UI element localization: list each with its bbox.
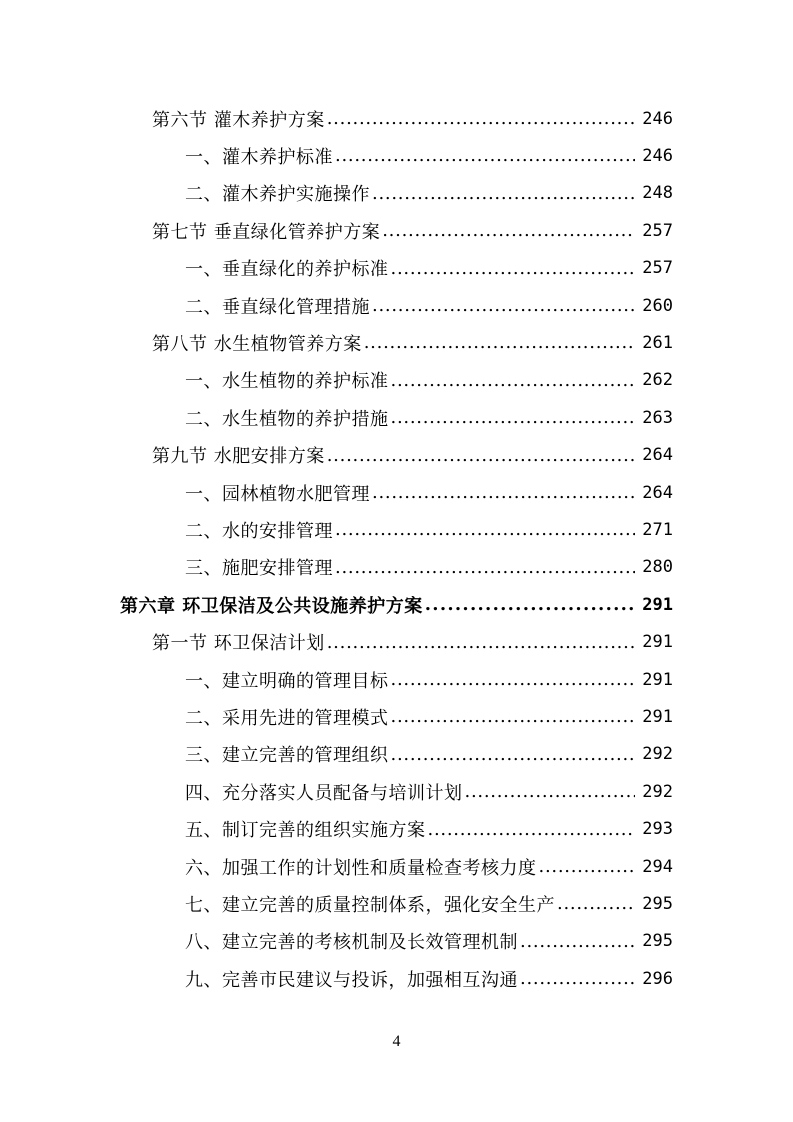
toc-entry-title: 八、建立完善的考核机制及长效管理机制 [185,932,518,954]
toc-entry-section [152,437,673,474]
toc-entry-page: 295 [642,893,673,914]
toc-entry-item [185,698,673,735]
toc-entry-title: 第七节 垂直绿化管养护方案 [152,221,381,243]
toc-entry-section [152,100,673,137]
toc-entry-page: 296 [642,968,673,989]
toc-dot-leader [539,856,636,877]
toc-dot-leader [391,744,636,765]
toc-dot-leader [391,258,636,279]
toc-dot-leader [327,445,635,466]
toc-entry-page: 291 [642,594,673,615]
toc-entry-item [185,250,673,287]
toc-entry-title: 一、灌木养护标准 [185,146,333,168]
toc-entry-item [185,736,673,773]
toc-dot-leader [520,968,635,989]
toc-entry-title: 一、垂直绿化的养护标准 [185,259,389,281]
toc-entry-title: 一、园林植物水肥管理 [185,483,370,505]
toc-entry-page: 264 [642,482,673,503]
toc-entry-page: 293 [642,819,673,840]
toc-dot-leader [465,781,636,802]
toc-entry-title: 第八节 水生植物管养方案 [152,333,362,355]
toc-entry-page: 262 [642,370,673,391]
toc-entry-page: 271 [642,519,673,540]
toc-entry-title: 二、灌木养护实施操作 [185,184,370,206]
toc-dot-leader [391,669,636,690]
toc-entry-page: 257 [642,220,673,241]
toc-entry-item [185,885,673,922]
toc-dot-leader [428,819,636,840]
toc-dot-leader [372,183,635,204]
toc-dot-leader [335,557,635,578]
page-number: 4 [392,1033,401,1050]
toc-entry-item [185,960,673,997]
toc-entry-section [152,624,673,661]
toc-entry-item [185,175,673,212]
toc-dot-leader [327,108,635,129]
toc-entry-item [185,287,673,324]
toc-dot-leader [391,370,636,391]
toc-dot-leader [335,145,635,166]
toc-entry-section [152,212,673,249]
toc-entry-item [185,848,673,885]
toc-entry-page: 246 [642,108,673,129]
toc-entry-page: 291 [642,669,673,690]
toc-entry-title: 四、充分落实人员配备与培训计划 [185,782,463,804]
toc-entry-page: 246 [642,145,673,166]
toc-dot-leader [557,893,635,914]
toc-dot-leader [391,706,636,727]
toc-dot-leader [391,407,636,428]
toc-entry-title: 一、建立明确的管理目标 [185,670,389,692]
toc-entry-item [185,137,673,174]
toc-entry-page: 292 [642,781,673,802]
toc-entry-title: 二、水生植物的养护措施 [185,408,389,430]
toc-entry-item [185,362,673,399]
toc-entry-item [185,811,673,848]
toc-entry-item [185,511,673,548]
toc-entry-page: 248 [642,183,673,204]
toc-entry-page: 291 [642,632,673,653]
toc-entry-title: 五、制订完善的组织实施方案 [185,820,426,842]
toc-entry-item [185,474,673,511]
toc-dot-leader [327,632,635,653]
toc-entry-page: 291 [642,706,673,727]
toc-entry-title: 二、水的安排管理 [185,520,333,542]
toc-entry-chapter [120,586,673,623]
toc-entry-page: 261 [642,332,673,353]
toc-entry-page: 260 [642,295,673,316]
toc-entry-item [185,661,673,698]
toc-dot-leader [425,594,635,615]
toc-entry-item [185,923,673,960]
toc-entry-page: 295 [642,931,673,952]
toc-dot-leader [382,220,635,241]
toc-dot-leader [520,931,635,952]
toc-dot-leader [335,519,635,540]
toc-dot-leader [372,482,635,503]
toc-dot-leader [372,295,635,316]
toc-entry-item [185,549,673,586]
toc-entry-title: 第九节 水肥安排方案 [152,446,325,468]
toc-entry-title: 六、加强工作的计划性和质量检查考核力度 [185,857,537,879]
toc-entry-page: 264 [642,445,673,466]
toc-entry-page: 294 [642,856,673,877]
toc-entry-item [185,773,673,810]
toc-entry-page: 263 [642,407,673,428]
toc-entry-title: 三、建立完善的管理组织 [185,745,389,767]
toc-entry-title: 第一节 环卫保洁计划 [152,633,325,655]
toc-entry-title: 三、施肥安排管理 [185,558,333,580]
toc-entry-page: 292 [642,744,673,765]
toc-entry-title: 二、采用先进的管理模式 [185,707,389,729]
toc-entry-section [152,324,673,361]
toc-entry-title: 七、建立完善的质量控制体系，强化安全生产 [185,894,555,916]
toc-entry-page: 280 [642,557,673,578]
toc-entry-item [185,399,673,436]
toc-entry-title: 第六节 灌木养护方案 [152,109,325,131]
toc-entry-title: 第六章 环卫保洁及公共设施养护方案 [120,595,423,617]
toc-entry-title: 二、垂直绿化管理措施 [185,296,370,318]
toc-dot-leader [364,332,635,353]
toc-entry-title: 一、水生植物的养护标准 [185,371,389,393]
toc-entry-title: 九、完善市民建议与投诉，加强相互沟通 [185,969,518,991]
toc-entry-page: 257 [642,258,673,279]
